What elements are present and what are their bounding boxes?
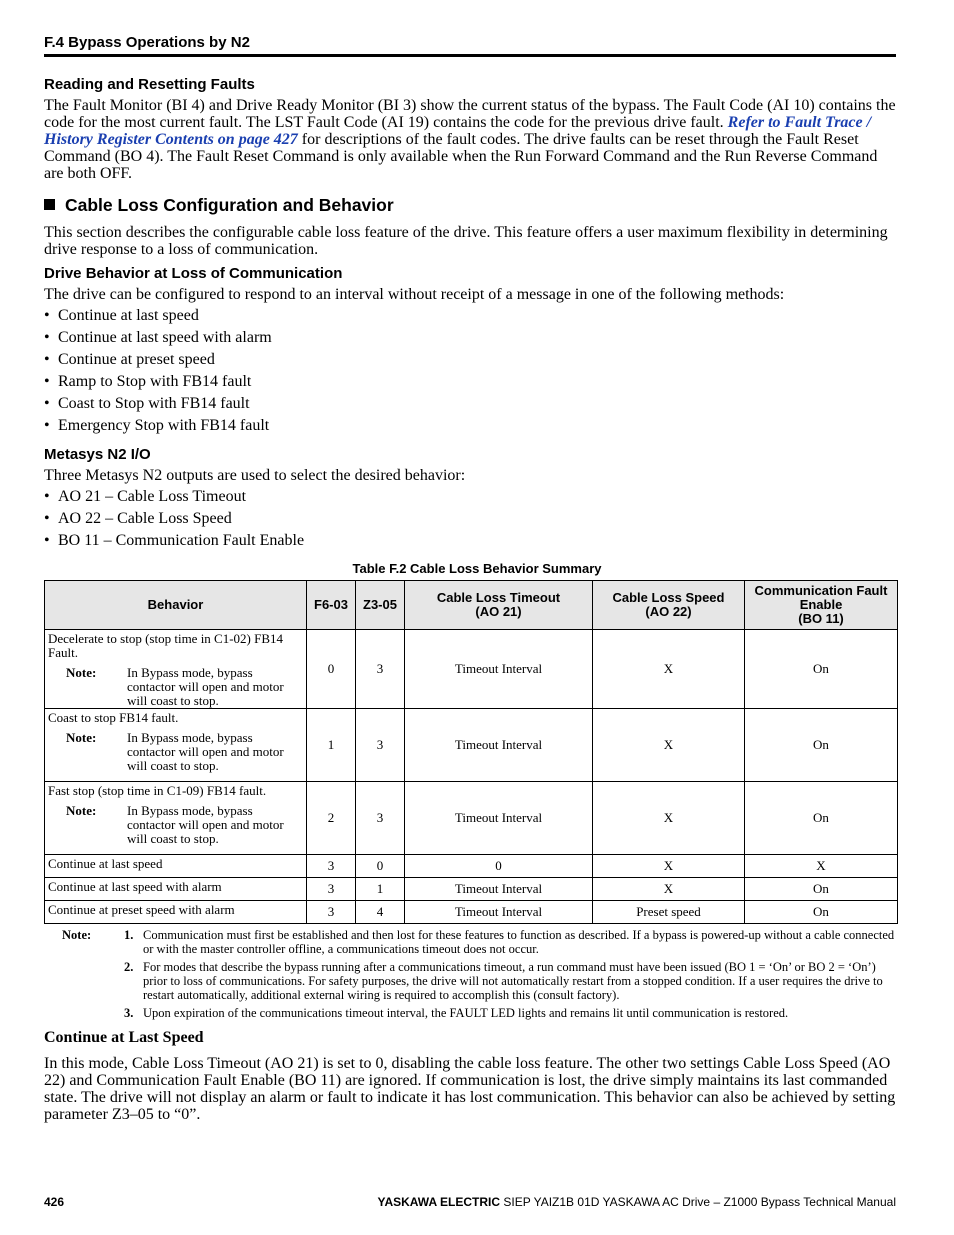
header-f603: F6-03 <box>307 581 356 630</box>
metasys-list <box>44 486 304 552</box>
cell-timeout: Timeout Interval <box>405 782 593 855</box>
drive-behavior-list <box>44 305 272 437</box>
table-row <box>45 630 898 709</box>
cell-timeout: Timeout Interval <box>405 878 593 901</box>
cell-timeout: 0 <box>405 855 593 878</box>
table-note: Note: In Bypass mode, bypass contactor will open and motor will coast to stop. <box>66 803 284 846</box>
cell-f603: 2 <box>307 782 356 855</box>
cell-speed: X <box>593 630 745 709</box>
cell-comm: On <box>745 709 898 782</box>
drive-behavior-intro: The drive can be configured to respond to an interval without receipt of a message in one of the following methods: <box>44 286 785 303</box>
cell-timeout: Timeout Interval <box>405 709 593 782</box>
list-item: • AO 22 – Cable Loss Speed <box>44 510 232 527</box>
reading-heading: Reading and Resetting Faults <box>44 76 255 93</box>
cell-z305: 3 <box>356 630 405 709</box>
cell-z305: 4 <box>356 901 405 924</box>
table-row <box>45 901 898 924</box>
header-behavior: Behavior <box>45 581 307 630</box>
table-header-row <box>45 581 898 630</box>
cell-speed: Preset speed <box>593 901 745 924</box>
cell-behavior: Continue at last speed <box>45 855 307 878</box>
metasys-heading: Metasys N2 I/O <box>44 446 151 463</box>
cell-comm: On <box>745 901 898 924</box>
drive-behavior-heading: Drive Behavior at Loss of Communication <box>44 265 343 282</box>
table-row <box>45 878 898 901</box>
table-note: Note: In Bypass mode, bypass contactor will open and motor will coast to stop. <box>66 665 284 708</box>
header-speed: Cable Loss Speed (AO 22) <box>593 581 745 630</box>
table-caption: Table F.2 Cable Loss Behavior Summary <box>352 561 602 576</box>
cell-f603: 3 <box>307 901 356 924</box>
continue-heading: Continue at Last Speed <box>44 1029 204 1046</box>
list-item: • Continue at last speed with alarm <box>44 329 272 346</box>
list-item: • Coast to Stop with FB14 fault <box>44 395 250 412</box>
cell-z305: 1 <box>356 878 405 901</box>
list-item: • Ramp to Stop with FB14 fault <box>44 373 252 390</box>
list-item: • Continue at preset speed <box>44 351 215 368</box>
header-timeout: Cable Loss Timeout (AO 21) <box>405 581 593 630</box>
cell-speed: X <box>593 878 745 901</box>
note-item: 3. Upon expiration of the communications timeout interval, the FAULT LED lights and remains lit until communication is restored. <box>124 1006 789 1020</box>
continue-paragraph: In this mode, Cable Loss Timeout (AO 21) is set to 0, disabling the cable loss feature. The other two settings Cable Loss Speed (AO 22) and Communication Fault Enable (BO 11) are ignored. If communication is lost, the drive simply maintains its last commanded state. The drive will not display an alarm or fault to indicate it has lost communication. This behavior can also be achieved by setting parameter Z3–05 to “0”. <box>44 1055 896 1123</box>
cell-speed: X <box>593 782 745 855</box>
cable-loss-heading-text: Cable Loss Configuration and Behavior <box>65 195 394 215</box>
cell-f603: 3 <box>307 855 356 878</box>
cell-z305: 0 <box>356 855 405 878</box>
list-item: • Emergency Stop with FB14 fault <box>44 417 270 434</box>
cell-f603: 0 <box>307 630 356 709</box>
list-item: • BO 11 – Communication Fault Enable <box>44 532 305 549</box>
cell-behavior: Coast to stop FB14 fault. Note: In Bypass mode, bypass contactor will open and motor will coast to stop. <box>45 709 307 782</box>
section-header: F.4 Bypass Operations by N2 <box>44 34 250 51</box>
cable-loss-intro: This section describes the configurable cable loss feature of the drive. This feature offers a user maximum flexibility in determining drive response to a loss of communication. <box>44 224 888 258</box>
cell-behavior: Continue at preset speed with alarm <box>45 901 307 924</box>
cell-comm: X <box>745 855 898 878</box>
list-item: • AO 21 – Cable Loss Timeout <box>44 488 247 505</box>
metasys-intro: Three Metasys N2 outputs are used to select the desired behavior: <box>44 467 466 484</box>
table-row <box>45 782 898 855</box>
header-rule <box>44 54 896 57</box>
reading-text-2: for descriptions of the fault codes. The drive faults can be reset through the Fault Reset Command (BO 4). The Fault Reset Command is only available when the Run Forward Command and the Run Reverse Command are both OFF. <box>44 131 878 182</box>
table-row <box>45 855 898 878</box>
cable-loss-heading <box>44 195 394 216</box>
reading-text-1: The Fault Monitor (BI 4) and Drive Ready Monitor (BI 3) show the current status of the bypass. The Fault Code (AI 10) contains the code for the most current fault. The LST Fault Code (AI 19) contains the code for the previous drive fault. <box>44 97 896 131</box>
cell-behavior: Fast stop (stop time in C1-09) FB14 fault. Note: In Bypass mode, bypass contactor will open and motor will coast to stop. <box>45 782 307 855</box>
header-z305: Z3-05 <box>356 581 405 630</box>
cell-f603: 3 <box>307 878 356 901</box>
cell-behavior: Decelerate to stop (stop time in C1-02) FB14 Fault. Note: In Bypass mode, bypass contactor will open and motor will coast to stop. <box>45 630 307 709</box>
note-item: 2. For modes that describe the bypass running after a communications timeout, a run command must have been issued (BO 1 = ‘On’ or BO 2 = ‘On’) prior to loss of communications. For safety purposes, the drive will not automatically restart from a stopped condition. If a user requires the drive to restart automatically, additional external wiring is required to accomplish this (consult factory). <box>124 960 883 1002</box>
footer-doc-title: YASKAWA ELECTRIC SIEP YAIZ1B 01D YASKAWA AC Drive – Z1000 Bypass Technical Manual <box>377 1195 896 1209</box>
cell-z305: 3 <box>356 709 405 782</box>
table-note: Note: In Bypass mode, bypass contactor will open and motor will coast to stop. <box>66 730 284 773</box>
cell-comm: On <box>745 782 898 855</box>
cell-timeout: Timeout Interval <box>405 901 593 924</box>
cell-behavior: Continue at last speed with alarm <box>45 878 307 901</box>
fault-trace-link[interactable]: Refer to Fault Trace / History Register Contents on page 427 <box>44 114 872 148</box>
cell-comm: On <box>745 630 898 709</box>
cell-f603: 1 <box>307 709 356 782</box>
reading-paragraph <box>44 97 900 182</box>
cell-comm: On <box>745 878 898 901</box>
header-comm: Communication Fault Enable (BO 11) <box>745 581 898 630</box>
cell-z305: 3 <box>356 782 405 855</box>
list-item: • Continue at last speed <box>44 307 199 324</box>
page-number: 426 <box>44 1195 65 1209</box>
section-square-icon <box>44 199 55 210</box>
cable-loss-table <box>44 580 898 924</box>
cell-speed: X <box>593 855 745 878</box>
cell-speed: X <box>593 709 745 782</box>
cell-timeout: Timeout Interval <box>405 630 593 709</box>
note-item: Note: 1. Communication must first be established and then lost for these features to function as described. If a bypass is powered-up without a cable connected or with the master controller offline, a communications timeout does not occur. <box>62 928 895 956</box>
table-row <box>45 709 898 782</box>
table-notes <box>62 928 898 1024</box>
